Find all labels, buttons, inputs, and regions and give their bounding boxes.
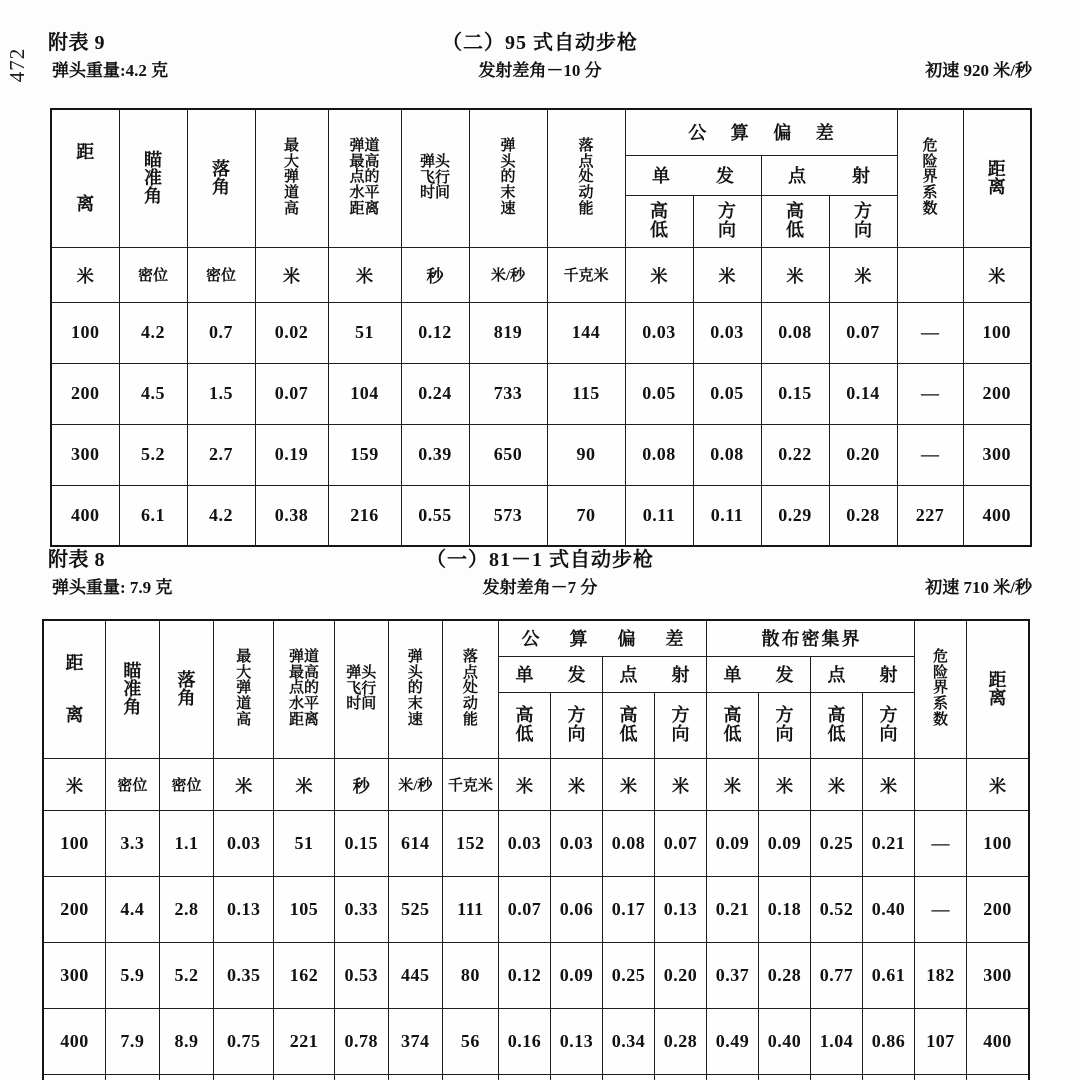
table2-title: （一）81－1 式自动步枪: [426, 549, 654, 571]
cell: 525: [388, 876, 442, 942]
cell: 0.75: [214, 1008, 274, 1074]
cell: 5.9: [105, 942, 159, 1008]
cell: 2.8: [159, 876, 213, 942]
cell: 0.55: [401, 485, 469, 546]
cell: 115: [547, 363, 625, 424]
table1-launch-angle: 发射差角－10 分: [478, 61, 602, 80]
cell: 0.77: [810, 942, 862, 1008]
cell: 0.53: [334, 942, 388, 1008]
cell: 0.08: [625, 424, 693, 485]
th-single-elevation: 高 低: [625, 195, 693, 247]
cell: 0.06: [550, 876, 602, 942]
cell: 0.52: [810, 876, 862, 942]
cell: 152: [442, 810, 498, 876]
cell: —: [914, 876, 966, 942]
table-row: [43, 942, 1029, 1008]
table1-units-row: [51, 247, 1031, 302]
th-impact-energy: 落 点 处 动 能: [547, 109, 625, 247]
cell: 6.1: [119, 485, 187, 546]
cell: 51: [274, 810, 334, 876]
th-pe-single-elevation: 高 低: [498, 692, 550, 758]
cell: 0.33: [334, 876, 388, 942]
table1-muzzle-speed: 初速 920 米/秒: [925, 61, 1032, 80]
table2-bullet-weight: 弹头重量: 7.9 克: [52, 578, 173, 597]
cell: 221: [274, 1008, 334, 1074]
cell: 0.34: [602, 1008, 654, 1074]
th-group-probable-error: 公 算 偏 差: [498, 620, 706, 656]
th-aim-angle: 瞄 准 角: [119, 109, 187, 247]
unit-cell: 米: [654, 758, 706, 810]
th-group-probable-error: 公 算 偏 差: [625, 109, 897, 155]
cell: 400: [43, 1008, 105, 1074]
cell: 0.03: [625, 302, 693, 363]
cell: 105: [274, 876, 334, 942]
table1-caption-row: [0, 26, 1080, 56]
cell: 90: [547, 424, 625, 485]
cell: 0.78: [334, 1008, 388, 1074]
th-single-azimuth: 方 向: [693, 195, 761, 247]
th-apex-col-a: 弹 最 点 水 距: [289, 649, 305, 728]
cell: [862, 1074, 914, 1080]
th-disp-single-shot: 单 发: [706, 656, 810, 692]
cell: 0.38: [255, 485, 328, 546]
table1-header-row-1: [51, 109, 1031, 155]
cell: 0.20: [654, 942, 706, 1008]
table-block-95-rifle: [0, 26, 1080, 525]
th-burst: 点 射: [761, 155, 897, 195]
th-group-dispersion-bounds: 散布密集界: [706, 620, 914, 656]
cell: 4.2: [187, 485, 255, 546]
cell: 107: [914, 1008, 966, 1074]
th-apex-col-b: 道 高 的 平 离: [304, 649, 320, 728]
cell: 159: [328, 424, 401, 485]
th-disp-single-azimuth: 方 向: [758, 692, 810, 758]
unit-cell: 米: [43, 758, 105, 810]
cell: 0.16: [498, 1008, 550, 1074]
cell: [706, 1074, 758, 1080]
unit-cell: 米: [550, 758, 602, 810]
cell: 573: [469, 485, 547, 546]
th-disp-single-elevation: 高 低: [706, 692, 758, 758]
cell: 51: [328, 302, 401, 363]
th-single-shot: 单 发: [625, 155, 761, 195]
th-apex-col-a: 弹 最 点 水 距: [349, 138, 365, 217]
th-max-trajectory-height: 最 大 弹 道 高: [255, 109, 328, 247]
th-pe-single-shot: 单 发: [498, 656, 602, 692]
cell: 144: [547, 302, 625, 363]
cell: [966, 1074, 1029, 1080]
cell: 3.3: [105, 810, 159, 876]
table1-title: （二）95 式自动步枪: [442, 32, 638, 54]
th-burst-elevation: 高 低: [761, 195, 829, 247]
cell: 1.5: [187, 363, 255, 424]
cell: 0.03: [693, 302, 761, 363]
cell: 300: [51, 424, 119, 485]
cell: [159, 1074, 213, 1080]
th-impact-energy: 落 点 处 动 能: [442, 620, 498, 758]
cell: 0.29: [761, 485, 829, 546]
cell: 300: [43, 942, 105, 1008]
unit-cell: 米: [214, 758, 274, 810]
cell: 227: [897, 485, 963, 546]
cell: 0.07: [654, 810, 706, 876]
cell: 0.21: [706, 876, 758, 942]
th-pe-burst: 点 射: [602, 656, 706, 692]
cell: 200: [51, 363, 119, 424]
cell: 100: [51, 302, 119, 363]
cell: [43, 1074, 105, 1080]
cell: 0.09: [758, 810, 810, 876]
th-apex-horizontal-distance: [274, 620, 334, 758]
cell: 0.21: [862, 810, 914, 876]
th-distance-ch1: 距: [76, 142, 95, 163]
cell: [550, 1074, 602, 1080]
cell: 614: [388, 810, 442, 876]
cell: 819: [469, 302, 547, 363]
cell: 0.08: [602, 810, 654, 876]
cell: 0.28: [829, 485, 897, 546]
th-flight-time: 弹头 飞行 时间: [334, 620, 388, 758]
cell: 400: [51, 485, 119, 546]
cell: [105, 1074, 159, 1080]
cell: 0.09: [550, 942, 602, 1008]
th-distance: [51, 109, 119, 247]
unit-cell: 米: [693, 247, 761, 302]
cell: —: [914, 810, 966, 876]
cell: 0.15: [334, 810, 388, 876]
cell: 111: [442, 876, 498, 942]
th-danger-coefficient: 危 险 界 系 数: [897, 109, 963, 247]
th-distance-right: 距 离: [963, 109, 1031, 247]
table-row: [51, 485, 1031, 546]
th-flight-time: 弹头 飞行 时间: [401, 109, 469, 247]
cell: 0.25: [602, 942, 654, 1008]
th-pe-burst-elevation: 高 低: [602, 692, 654, 758]
th-terminal-velocity: 弹 头 的 末 速: [469, 109, 547, 247]
unit-cell: 米: [498, 758, 550, 810]
unit-cell: 米: [862, 758, 914, 810]
cell: [388, 1074, 442, 1080]
table2-muzzle-speed: 初速 710 米/秒: [925, 578, 1032, 597]
unit-cell: 密位: [119, 247, 187, 302]
unit-cell: 米: [810, 758, 862, 810]
th-apex-horizontal-distance: [328, 109, 401, 247]
table-row: [43, 1008, 1029, 1074]
unit-cell: 米: [706, 758, 758, 810]
cell: 0.19: [255, 424, 328, 485]
unit-cell: 秒: [334, 758, 388, 810]
unit-cell: 米: [758, 758, 810, 810]
cell: 0.07: [255, 363, 328, 424]
cell: 0.28: [654, 1008, 706, 1074]
table2-units-row: [43, 758, 1029, 810]
cell: 0.02: [255, 302, 328, 363]
cell: —: [897, 363, 963, 424]
cell: 7.9: [105, 1008, 159, 1074]
cell: [914, 1074, 966, 1080]
cell: 0.03: [498, 810, 550, 876]
cell: 0.86: [862, 1008, 914, 1074]
cell: —: [897, 424, 963, 485]
unit-cell: 米: [761, 247, 829, 302]
cell: [654, 1074, 706, 1080]
cell: 0.18: [758, 876, 810, 942]
cell: 162: [274, 942, 334, 1008]
cell: 0.25: [810, 810, 862, 876]
unit-cell: 密位: [159, 758, 213, 810]
cell: 0.12: [498, 942, 550, 1008]
unit-cell: 密位: [187, 247, 255, 302]
table2-appendix-label: 附表 8: [48, 549, 105, 571]
th-pe-single-azimuth: 方 向: [550, 692, 602, 758]
cell: 182: [914, 942, 966, 1008]
unit-cell: [897, 247, 963, 302]
cell: 374: [388, 1008, 442, 1074]
th-distance: 距 离: [43, 620, 105, 758]
cell: 0.07: [829, 302, 897, 363]
unit-cell: [914, 758, 966, 810]
cell: 445: [388, 942, 442, 1008]
cell: 650: [469, 424, 547, 485]
th-fall-angle: 落 角: [159, 620, 213, 758]
th-terminal-velocity: 弹 头 的 末 速: [388, 620, 442, 758]
th-max-trajectory-height: 最 大 弹 道 高: [214, 620, 274, 758]
table1-bullet-weight: 弹头重量:4.2 克: [52, 61, 169, 80]
cell: 0.08: [693, 424, 761, 485]
th-disp-burst-azimuth: 方 向: [862, 692, 914, 758]
cell: 0.35: [214, 942, 274, 1008]
cell: 0.07: [498, 876, 550, 942]
cell: 1.1: [159, 810, 213, 876]
cell: 400: [963, 485, 1031, 546]
cell: 0.40: [758, 1008, 810, 1074]
table-row-partial: [43, 1074, 1029, 1080]
cell: 4.4: [105, 876, 159, 942]
cell: 0.13: [214, 876, 274, 942]
page-folio: 472: [4, 47, 29, 83]
cell: 2.7: [187, 424, 255, 485]
cell: 0.11: [693, 485, 761, 546]
th-fall-angle: 落 角: [187, 109, 255, 247]
unit-cell: 米: [274, 758, 334, 810]
cell: 70: [547, 485, 625, 546]
cell: 0.49: [706, 1008, 758, 1074]
cell: 0.40: [862, 876, 914, 942]
unit-cell: 米/秒: [388, 758, 442, 810]
cell: [602, 1074, 654, 1080]
unit-cell: 米: [625, 247, 693, 302]
cell: [498, 1074, 550, 1080]
th-disp-burst-elevation: 高 低: [810, 692, 862, 758]
cell: [810, 1074, 862, 1080]
cell: 216: [328, 485, 401, 546]
cell: 300: [963, 424, 1031, 485]
unit-cell: 密位: [105, 758, 159, 810]
table-row: [51, 424, 1031, 485]
th-danger-coefficient: 危 险 界 系 数: [914, 620, 966, 758]
cell: 5.2: [159, 942, 213, 1008]
cell: 0.03: [214, 810, 274, 876]
cell: 0.08: [761, 302, 829, 363]
cell: 0.09: [706, 810, 758, 876]
table2-launch-angle: 发射差角－7 分: [482, 578, 598, 597]
cell: 400: [966, 1008, 1029, 1074]
table-row: [43, 876, 1029, 942]
cell: 5.2: [119, 424, 187, 485]
ballistic-table-81-1: [42, 619, 1030, 1080]
cell: 0.39: [401, 424, 469, 485]
cell: 4.5: [119, 363, 187, 424]
unit-cell: 米: [328, 247, 401, 302]
cell: 0.03: [550, 810, 602, 876]
cell: 0.7: [187, 302, 255, 363]
unit-cell: 米: [255, 247, 328, 302]
cell: —: [897, 302, 963, 363]
unit-cell: 米: [51, 247, 119, 302]
cell: 0.13: [654, 876, 706, 942]
cell: 0.22: [761, 424, 829, 485]
table2-header-row-1: [43, 620, 1029, 656]
unit-cell: 秒: [401, 247, 469, 302]
th-aim-angle: 瞄 准 角: [105, 620, 159, 758]
cell: 0.28: [758, 942, 810, 1008]
unit-cell: 米/秒: [469, 247, 547, 302]
cell: 200: [963, 363, 1031, 424]
table1-subcaption-row: [0, 56, 1080, 84]
table-block-81-1-rifle: [0, 543, 1080, 1051]
table-row: [51, 363, 1031, 424]
cell: 8.9: [159, 1008, 213, 1074]
unit-cell: 米: [966, 758, 1029, 810]
cell: 0.05: [693, 363, 761, 424]
cell: 0.61: [862, 942, 914, 1008]
cell: 0.15: [761, 363, 829, 424]
cell: 733: [469, 363, 547, 424]
cell: 0.14: [829, 363, 897, 424]
cell: 0.13: [550, 1008, 602, 1074]
th-burst-azimuth: 方 向: [829, 195, 897, 247]
cell: [334, 1074, 388, 1080]
cell: 1.04: [810, 1008, 862, 1074]
th-apex-col-b: 道 高 的 平 离: [364, 138, 380, 217]
cell: [758, 1074, 810, 1080]
cell: 0.20: [829, 424, 897, 485]
cell: 104: [328, 363, 401, 424]
cell: 300: [966, 942, 1029, 1008]
table-row: [43, 810, 1029, 876]
th-distance-right: 距 离: [966, 620, 1029, 758]
table1-appendix-label: 附表 9: [48, 32, 105, 54]
ballistic-table-95: [50, 108, 1032, 547]
cell: 100: [43, 810, 105, 876]
cell: 0.37: [706, 942, 758, 1008]
cell: 56: [442, 1008, 498, 1074]
th-pe-burst-azimuth: 方 向: [654, 692, 706, 758]
unit-cell: 米: [602, 758, 654, 810]
cell: 200: [966, 876, 1029, 942]
cell: [274, 1074, 334, 1080]
table2-caption-row: [0, 543, 1080, 573]
cell: 0.12: [401, 302, 469, 363]
cell: 100: [966, 810, 1029, 876]
cell: 4.2: [119, 302, 187, 363]
unit-cell: 米: [963, 247, 1031, 302]
cell: 100: [963, 302, 1031, 363]
cell: [214, 1074, 274, 1080]
cell: 200: [43, 876, 105, 942]
cell: 0.24: [401, 363, 469, 424]
cell: 0.11: [625, 485, 693, 546]
cell: 80: [442, 942, 498, 1008]
unit-cell: 千克米: [442, 758, 498, 810]
cell: 0.17: [602, 876, 654, 942]
th-disp-burst: 点 射: [810, 656, 914, 692]
unit-cell: 千克米: [547, 247, 625, 302]
table-row: [51, 302, 1031, 363]
th-distance-ch2: 离: [76, 193, 95, 214]
unit-cell: 米: [829, 247, 897, 302]
table2-subcaption-row: [0, 573, 1080, 601]
cell: 0.05: [625, 363, 693, 424]
cell: [442, 1074, 498, 1080]
